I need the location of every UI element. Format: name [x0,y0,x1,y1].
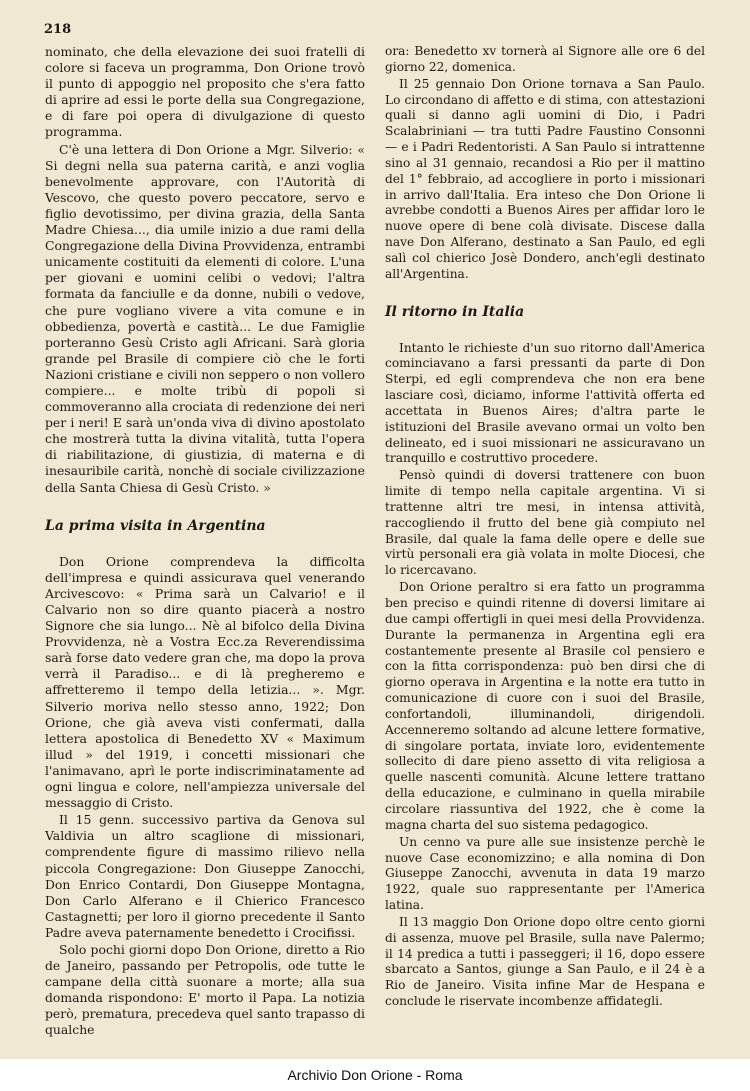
left-column [45,44,365,1040]
paragraph: Il 13 maggio Don Orione dopo oltre cento giorni di assenza, muove pel Brasile, sulla nave Palermo; il 14 predica a tutti i passeggeri; il 16, dopo essere sbarcato a Santos, giunge a San Paulo, e il 24 è a Rio de Janeiro. Visita infine Mar de Hespana e conclude le riservate incombenze affidategli. [385,914,705,1009]
paragraph: Il 25 gennaio Don Orione tornava a San Paulo. Lo circondano di affetto e di stima, con attestazioni quali si danno agli uomini di Dio, i Padri Scalabriniani — tra tutti Padre Faustino Consonni — e i Padri Redentoristi. A San Paulo si intrattenne sino al 31 gennaio, recandosi a Rio per il mattino del 1° febbraio, ad accogliere in porto i missionari in arrivo dall'Italia. Era inteso che Don Orione li avrebbe condotti a Buenos Aires per affidar loro le nuove opere di bene colà divisate. Discese dalla nave Don Alferano, destinato a San Paulo, ed egli salì col chierico Josè Dondero, anch'egli destinato all'Argentina. [385,76,705,281]
page-number: 218 [44,22,72,37]
footer-label: Archivio Don Orione - Roma [287,1067,463,1083]
right-column [385,44,705,1011]
paragraph: nominato, che della elevazione dei suoi fratelli di colore si faceva un programma, Don Orione trovò il punto di appoggio nel proposito che s'era fatto di aprire ad essi le porte della sua Congregazione, e di fare poi opera di divulgazione di questo programma. [45,44,365,140]
paragraph: Don Orione comprendeva la difficolta dell'impresa e quindi assicurava quel venerando Arcivescovo: « Prima sarà un Calvario! e il Calvario non so dire quanto piacerà a nostro Signore che sia lungo... Nè al bifolco della Divina Provvidenza, nè a Vostra Ecc.za Reverendissima sarà forse dato vedere gran che, ma dopo la prova verrà il Paradiso... e di là pregheremo e affretteremo il tempo della letizia... ». Mgr. Silverio moriva nello stesso anno, 1922; Don Orione, che già aveva visti confermati, dalla lettera apostolica di Benedetto XV « Maximum illud » del 1919, i concetti missionari che l'animavano, aprì le porte indiscriminatamente ad ogni lingua e colore, nell'ampiezza universale del messaggio di Cristo. [45,553,365,811]
section-heading: Il ritorno in Italia [385,303,525,320]
paragraph: Intanto le richieste d'un suo ritorno dall'America cominciavano a farsi pressanti da parte di Don Sterpi, ed egli comprendeva che non era bene lasciare così, diciamo, informe l'attività offerta ed accettata in Buenos Aires; d'altra parte le istituzioni del Brasile avevano ormai un volto ben delineato, ed i suoi missionari ne assicuravano un tranquillo e costruttivo procedere. [385,340,705,466]
paragraph: Un cenno va pure alle sue insistenze perchè le nuove Case economizzino; e alla nomina di Don Giuseppe Zanocchi, avvenuta in data 19 marzo 1922, quale suo rappresentante per l'America latina. [385,834,705,913]
paragraph: Il 15 genn. successivo partiva da Genova sul Valdivia un altro scaglione di missionari, comprendente figure di massimo rilievo nella piccola Congregazione: Don Giuseppe Zanocchi, Don Enrico Contardi, Don Giuseppe Montagna, Don Carlo Alferano e il Chierico Francesco Castagnetti; per loro il giorno precedente il Santo Padre aveva paternamente benedetto i Crocifissi. [45,812,365,940]
archive-footer [0,1059,750,1091]
section-heading: La prima visita in Argentina [45,517,266,534]
paragraph: ora: Benedetto xv tornerà al Signore alle ore 6 del giorno 22, domenica. [385,44,705,74]
paragraph: Solo pochi giorni dopo Don Orione, diretto a Rio de Janeiro, passando per Petropolis, ode tutte le campane della città suonare a morte; alla sua domanda rispondono: E' morto il Papa. La notizia però, prematura, precedeva quel santo trapasso di qualche [45,941,365,1038]
paragraph: Pensò quindi di doversi trattenere con buon limite di tempo nella capitale argentina. Vi si trattenne altri tre mesi, in intensa attività, raccogliendo il frutto del bene già compiuto nel Brasile, dal quale la fama delle opere e delle sue virtù personali era già volata in molte Diocesi, che lo ricercavano. [385,468,705,578]
paragraph: Don Orione peraltro si era fatto un programma ben preciso e quindi ritenne di doversi limitare ai due campi offertigli in quei mesi della Provvidenza. Durante la permanenza in Argentina egli era costantemente presente al Brasile col pensiero e con la fitta corrispondenza: può ben dirsi che di giorno operava in Argentina e la notte era tutto in comunicazione di cuore con i suoi del Brasile, confortandoli, illuminandoli, dirigendoli. Accenneremo soltando ad alcune lettere formative, di singolare portata, inviate loro, evidentemente sollecito di dare pieno assetto di vita religiosa a quelle nascenti comunità. Alcune lettere trattano della educazione, e culminano in quella mirabile circolare riassuntiva del 1922, che è come la magna charta del suo sistema pedagogico. [385,580,705,832]
paragraph: C'è una lettera di Don Orione a Mgr. Silverio: « Si degni nella sua paterna carità, e anzi voglia benevolmente approvare, con l'Autorità di Vescovo, che questo povero peccatore, servo e figlio devotissimo, per divina grazia, della Santa Madre Chiesa..., dia umile inizio a due rami della Congregazione della Divina Provvidenza, entrambi unicamente costituiti da elementi di colore. L'una per giovani e uomini celibi o vedovi; l'altra formata da fanciulle e da donne, nubili o vedove, che pure vogliano vivere a vita comune e in obbedienza, povertà e castità... Le due Famiglie porteranno Gesù Cristo agli Africani. Sarà gloria grande pel Brasile di compiere ciò che le forti Nazioni cristiane e civili non seppero o non vollero compiere... e molte tribù di popoli si commoveranno alla crociata di redenzione dei neri per i neri! E sarà un'onda viva di divino apostolato che mostrerà tutta la divina vitalità, tutta l'opera di riabilitazione, di giustizia, di materna e di inesauribile carità, nonchè di sociale civilizzazione della Santa Chiesa di Gesù Cristo. » [45,141,365,495]
